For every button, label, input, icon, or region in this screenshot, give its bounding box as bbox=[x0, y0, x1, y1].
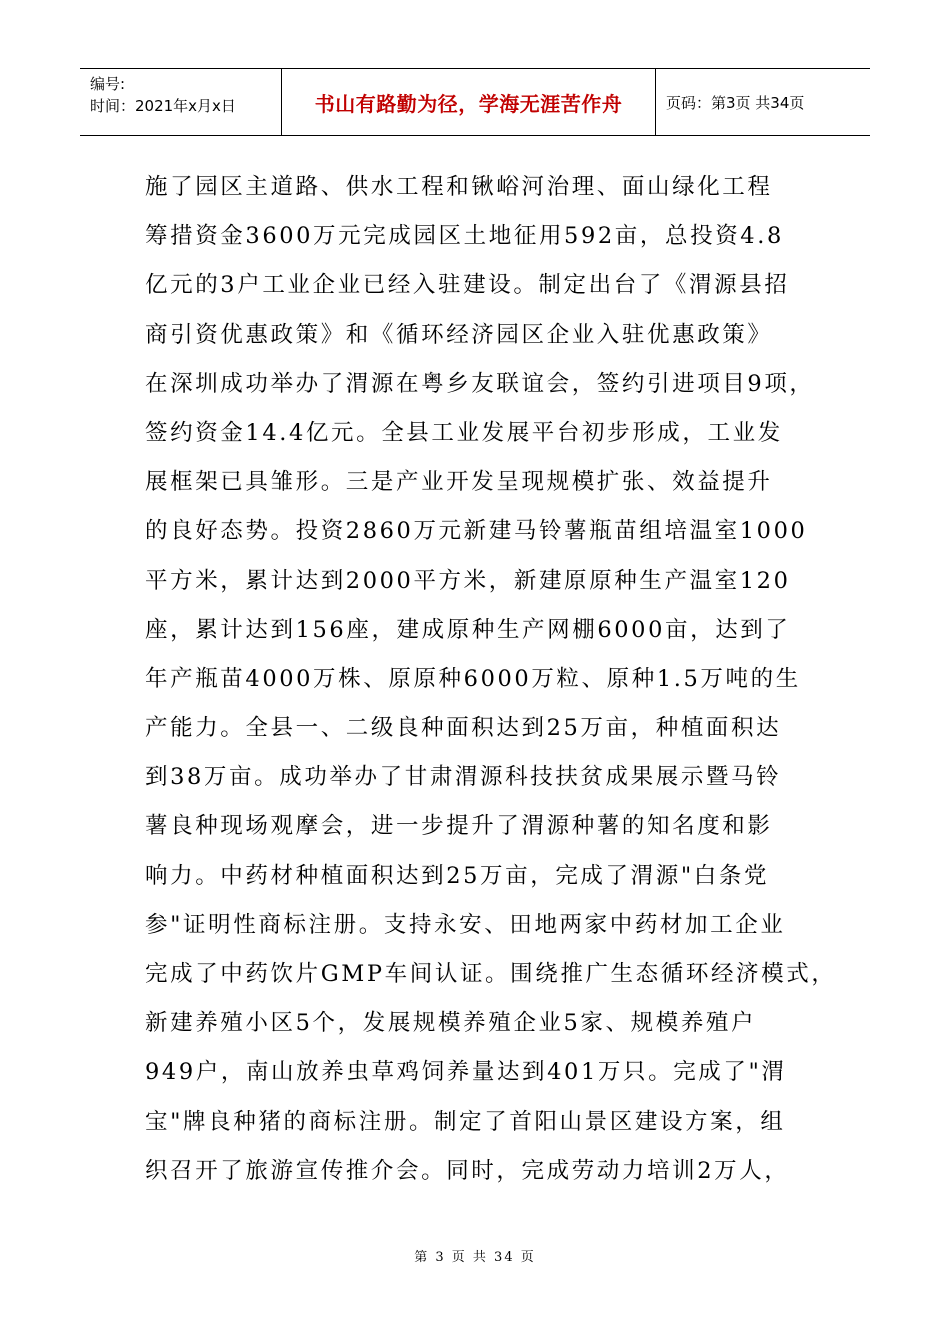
page-footer: 第 3 页 共 34 页 bbox=[414, 1250, 536, 1265]
text-line: 参"证明性商标注册。支持永安、田地两家中药材加工企业 bbox=[145, 911, 786, 938]
text-line: 年产瓶苗4000万株、原原种6000万粒、原种1.5万吨的生 bbox=[145, 665, 801, 692]
text-line: 的良好态势。投资2860万元新建马铃薯瓶苗组培温室1000 bbox=[145, 518, 808, 545]
text-line: 新建养殖小区5个，发展规模养殖企业5家、规模养殖户 bbox=[145, 1010, 757, 1037]
text-line: 签约资金14.4亿元。全县工业发展平台初步形成，工业发 bbox=[145, 419, 783, 446]
time-label: 时间：2021年x月x日 bbox=[90, 97, 236, 115]
text-line: 商引资优惠政策》和《循环经济园区企业入驻优惠政策》 bbox=[145, 321, 773, 348]
text-line: 展框架已具雏形。三是产业开发呈现规模扩张、效益提升 bbox=[145, 469, 773, 496]
text-line: 在深圳成功举办了渭源在粤乡友联谊会，签约引进项目9项， bbox=[145, 370, 815, 397]
header-meta bbox=[80, 69, 282, 135]
text-line: 响力。中药材种植面积达到25万亩，完成了渭源"白条党 bbox=[145, 862, 770, 889]
text-line: 到38万亩。成功举办了甘肃渭源科技扶贫成果展示暨马铃 bbox=[145, 764, 782, 791]
header-motto: 书山有路勤为径，学海无涯苦作舟 bbox=[282, 69, 656, 135]
text-line: 施了园区主道路、供水工程和锹峪河治理、面山绿化工程 bbox=[145, 174, 773, 200]
page-header bbox=[80, 68, 870, 136]
text-line: 平方米，累计达到2000平方米，新建原原种生产温室120 bbox=[145, 567, 791, 594]
text-line: 亿元的3户工业企业已经入驻建设。制定出台了《渭源县招 bbox=[145, 272, 790, 299]
text-line: 949户，南山放养虫草鸡饲养量达到401万只。完成了"渭 bbox=[145, 1059, 787, 1086]
text-line: 完成了中药饮片GMP车间认证。围绕推广生态循环经济模式， bbox=[145, 961, 837, 987]
text-line: 织召开了旅游宣传推介会。同时，完成劳动力培训2万人， bbox=[145, 1157, 790, 1184]
text-line: 座，累计达到156座，建成原种生产网棚6000亩，达到了 bbox=[145, 616, 791, 643]
text-line: 筹措资金3600万元完成园区土地征用592亩，总投资4.8 bbox=[145, 223, 784, 250]
document-body bbox=[145, 163, 837, 1196]
serial-label: 编号: bbox=[90, 75, 126, 93]
header-page-info: 页码：第3页 共34页 bbox=[666, 93, 805, 112]
text-line: 薯良种现场观摩会，进一步提升了渭源种薯的知名度和影 bbox=[145, 813, 773, 840]
text-line: 产能力。全县一、二级良种面积达到25万亩，种植面积达 bbox=[145, 715, 782, 742]
text-line: 宝"牌良种猪的商标注册。制定了首阳山景区建设方案，组 bbox=[145, 1108, 786, 1135]
